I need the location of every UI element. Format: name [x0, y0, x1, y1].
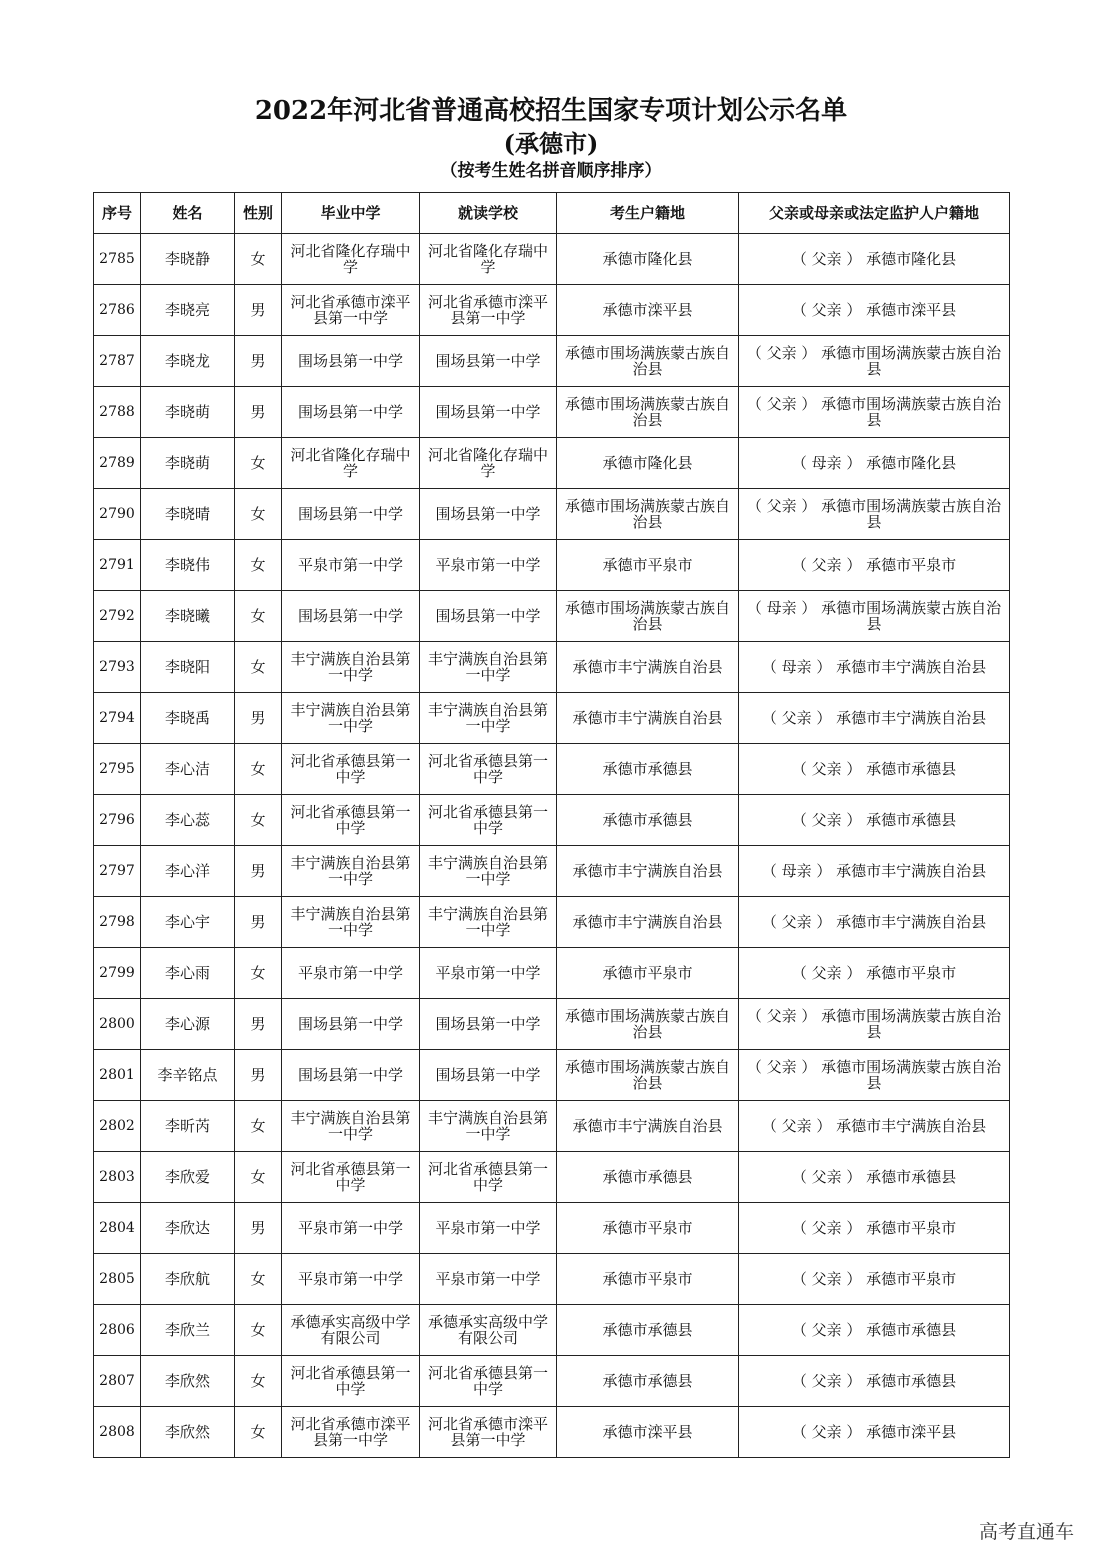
- cell-graduated-school: 河北省承德县第一中学: [282, 1356, 420, 1407]
- cell-current-school: 河北省承德县第一中学: [420, 1356, 557, 1407]
- cell-graduated-school: 平泉市第一中学: [282, 1203, 420, 1254]
- cell-name: 李晓萌: [141, 387, 235, 438]
- cell-seq: 2802: [94, 1101, 141, 1152]
- cell-household-registration: 承德市平泉市: [557, 540, 739, 591]
- cell-current-school: 河北省承德县第一中学: [420, 744, 557, 795]
- cell-household-registration: 承德市平泉市: [557, 1254, 739, 1305]
- cell-graduated-school: 承德承实高级中学有限公司: [282, 1305, 420, 1356]
- table-row: [94, 438, 1010, 489]
- table-body: [94, 234, 1010, 1458]
- cell-seq: 2785: [94, 234, 141, 285]
- cell-household-registration: 承德市承德县: [557, 1305, 739, 1356]
- cell-name: 李心源: [141, 999, 235, 1050]
- cell-current-school: 承德承实高级中学有限公司: [420, 1305, 557, 1356]
- cell-seq: 2803: [94, 1152, 141, 1203]
- cell-name: 李心雨: [141, 948, 235, 999]
- cell-graduated-school: 围场县第一中学: [282, 387, 420, 438]
- cell-gender: 女: [235, 1407, 282, 1458]
- cell-current-school: 围场县第一中学: [420, 387, 557, 438]
- cell-seq: 2793: [94, 642, 141, 693]
- document-subtitle: (承德市): [503, 129, 599, 158]
- cell-household-registration: 承德市承德县: [557, 744, 739, 795]
- cell-name: 李欣达: [141, 1203, 235, 1254]
- header-graduated-school: 毕业中学: [282, 193, 420, 234]
- cell-current-school: 河北省承德县第一中学: [420, 795, 557, 846]
- cell-seq: 2794: [94, 693, 141, 744]
- cell-graduated-school: 丰宁满族自治县第一中学: [282, 1101, 420, 1152]
- table-row: [94, 1407, 1010, 1458]
- cell-graduated-school: 平泉市第一中学: [282, 540, 420, 591]
- cell-name: 李晓静: [141, 234, 235, 285]
- table-row: [94, 336, 1010, 387]
- cell-seq: 2801: [94, 1050, 141, 1101]
- cell-current-school: 丰宁满族自治县第一中学: [420, 642, 557, 693]
- cell-guardian-registration: （ 父亲 ） 承德市滦平县: [739, 1407, 1010, 1458]
- cell-gender: 女: [235, 540, 282, 591]
- cell-name: 李心蕊: [141, 795, 235, 846]
- cell-gender: 男: [235, 999, 282, 1050]
- cell-graduated-school: 围场县第一中学: [282, 999, 420, 1050]
- cell-graduated-school: 围场县第一中学: [282, 489, 420, 540]
- cell-name: 李欣然: [141, 1356, 235, 1407]
- cell-name: 李心洁: [141, 744, 235, 795]
- cell-household-registration: 承德市滦平县: [557, 285, 739, 336]
- cell-household-registration: 承德市丰宁满族自治县: [557, 693, 739, 744]
- cell-guardian-registration: （ 父亲 ） 承德市滦平县: [739, 285, 1010, 336]
- cell-guardian-registration: （ 父亲 ） 承德市承德县: [739, 744, 1010, 795]
- cell-guardian-registration: （ 父亲 ） 承德市围场满族蒙古族自治县: [739, 489, 1010, 540]
- cell-guardian-registration: （ 父亲 ） 承德市围场满族蒙古族自治县: [739, 387, 1010, 438]
- cell-name: 李晓阳: [141, 642, 235, 693]
- cell-current-school: 围场县第一中学: [420, 591, 557, 642]
- cell-guardian-registration: （ 父亲 ） 承德市承德县: [739, 1305, 1010, 1356]
- table-row: [94, 1254, 1010, 1305]
- cell-household-registration: 承德市承德县: [557, 1356, 739, 1407]
- cell-graduated-school: 围场县第一中学: [282, 1050, 420, 1101]
- cell-household-registration: 承德市围场满族蒙古族自治县: [557, 1050, 739, 1101]
- header-name: 姓名: [141, 193, 235, 234]
- cell-graduated-school: 河北省承德市滦平县第一中学: [282, 1407, 420, 1458]
- cell-household-registration: 承德市围场满族蒙古族自治县: [557, 489, 739, 540]
- document-title: 2022年河北省普通高校招生国家专项计划公示名单: [254, 96, 848, 126]
- cell-gender: 女: [235, 1152, 282, 1203]
- cell-household-registration: 承德市平泉市: [557, 1203, 739, 1254]
- cell-household-registration: 承德市承德县: [557, 795, 739, 846]
- cell-graduated-school: 河北省承德县第一中学: [282, 795, 420, 846]
- cell-name: 李辛铭点: [141, 1050, 235, 1101]
- header-household-registration: 考生户籍地: [557, 193, 739, 234]
- cell-gender: 女: [235, 1305, 282, 1356]
- cell-household-registration: 承德市滦平县: [557, 1407, 739, 1458]
- cell-gender: 男: [235, 897, 282, 948]
- cell-household-registration: 承德市丰宁满族自治县: [557, 1101, 739, 1152]
- roster-table: [93, 192, 1010, 1458]
- cell-household-registration: 承德市丰宁满族自治县: [557, 642, 739, 693]
- cell-seq: 2788: [94, 387, 141, 438]
- cell-graduated-school: 围场县第一中学: [282, 336, 420, 387]
- cell-guardian-registration: （ 父亲 ） 承德市丰宁满族自治县: [739, 1101, 1010, 1152]
- cell-graduated-school: 河北省承德市滦平县第一中学: [282, 285, 420, 336]
- cell-graduated-school: 河北省承德县第一中学: [282, 1152, 420, 1203]
- cell-guardian-registration: （ 父亲 ） 承德市平泉市: [739, 948, 1010, 999]
- cell-seq: 2804: [94, 1203, 141, 1254]
- cell-guardian-registration: （ 父亲 ） 承德市围场满族蒙古族自治县: [739, 1050, 1010, 1101]
- cell-guardian-registration: （ 父亲 ） 承德市平泉市: [739, 1203, 1010, 1254]
- cell-gender: 女: [235, 948, 282, 999]
- table-row: [94, 1305, 1010, 1356]
- table-row: [94, 489, 1010, 540]
- cell-household-registration: 承德市围场满族蒙古族自治县: [557, 387, 739, 438]
- cell-gender: 女: [235, 1356, 282, 1407]
- cell-seq: 2806: [94, 1305, 141, 1356]
- cell-seq: 2807: [94, 1356, 141, 1407]
- cell-current-school: 河北省承德县第一中学: [420, 1152, 557, 1203]
- header-gender: 性别: [235, 193, 282, 234]
- cell-current-school: 围场县第一中学: [420, 1050, 557, 1101]
- cell-gender: 女: [235, 1254, 282, 1305]
- table-row: [94, 744, 1010, 795]
- cell-guardian-registration: （ 母亲 ） 承德市丰宁满族自治县: [739, 846, 1010, 897]
- cell-household-registration: 承德市隆化县: [557, 234, 739, 285]
- table-row: [94, 999, 1010, 1050]
- sort-note: （按考生姓名拼音顺序排序）: [440, 161, 662, 181]
- cell-household-registration: 承德市丰宁满族自治县: [557, 897, 739, 948]
- cell-household-registration: 承德市丰宁满族自治县: [557, 846, 739, 897]
- header-guardian-registration: 父亲或母亲或法定监护人户籍地: [739, 193, 1010, 234]
- cell-guardian-registration: （ 父亲 ） 承德市平泉市: [739, 540, 1010, 591]
- cell-gender: 女: [235, 642, 282, 693]
- header-seq: 序号: [94, 193, 141, 234]
- cell-name: 李昕芮: [141, 1101, 235, 1152]
- cell-guardian-registration: （ 父亲 ） 承德市围场满族蒙古族自治县: [739, 336, 1010, 387]
- cell-graduated-school: 平泉市第一中学: [282, 948, 420, 999]
- cell-seq: 2808: [94, 1407, 141, 1458]
- cell-graduated-school: 丰宁满族自治县第一中学: [282, 693, 420, 744]
- cell-household-registration: 承德市承德县: [557, 1152, 739, 1203]
- cell-name: 李晓亮: [141, 285, 235, 336]
- cell-current-school: 丰宁满族自治县第一中学: [420, 897, 557, 948]
- cell-seq: 2795: [94, 744, 141, 795]
- cell-graduated-school: 丰宁满族自治县第一中学: [282, 642, 420, 693]
- cell-household-registration: 承德市平泉市: [557, 948, 739, 999]
- cell-current-school: 平泉市第一中学: [420, 540, 557, 591]
- cell-gender: 男: [235, 387, 282, 438]
- cell-name: 李欣然: [141, 1407, 235, 1458]
- cell-guardian-registration: （ 父亲 ） 承德市承德县: [739, 795, 1010, 846]
- cell-gender: 男: [235, 1050, 282, 1101]
- cell-gender: 男: [235, 693, 282, 744]
- cell-name: 李欣航: [141, 1254, 235, 1305]
- cell-seq: 2805: [94, 1254, 141, 1305]
- table-row: [94, 897, 1010, 948]
- table-row: [94, 1101, 1010, 1152]
- cell-seq: 2792: [94, 591, 141, 642]
- cell-name: 李晓龙: [141, 336, 235, 387]
- cell-graduated-school: 河北省隆化存瑞中学: [282, 438, 420, 489]
- cell-graduated-school: 河北省承德县第一中学: [282, 744, 420, 795]
- table-row: [94, 591, 1010, 642]
- cell-graduated-school: 平泉市第一中学: [282, 1254, 420, 1305]
- cell-guardian-registration: （ 父亲 ） 承德市承德县: [739, 1356, 1010, 1407]
- table-row: [94, 795, 1010, 846]
- cell-name: 李欣爱: [141, 1152, 235, 1203]
- cell-gender: 女: [235, 795, 282, 846]
- cell-gender: 女: [235, 744, 282, 795]
- cell-seq: 2799: [94, 948, 141, 999]
- table-row: [94, 387, 1010, 438]
- cell-name: 李心宇: [141, 897, 235, 948]
- table-row: [94, 642, 1010, 693]
- cell-seq: 2790: [94, 489, 141, 540]
- cell-seq: 2797: [94, 846, 141, 897]
- cell-seq: 2800: [94, 999, 141, 1050]
- cell-current-school: 河北省隆化存瑞中学: [420, 234, 557, 285]
- table-header-row: [94, 193, 1010, 234]
- cell-current-school: 平泉市第一中学: [420, 948, 557, 999]
- cell-current-school: 丰宁满族自治县第一中学: [420, 1101, 557, 1152]
- cell-current-school: 平泉市第一中学: [420, 1203, 557, 1254]
- cell-seq: 2796: [94, 795, 141, 846]
- cell-gender: 女: [235, 1101, 282, 1152]
- table-row: [94, 846, 1010, 897]
- cell-gender: 女: [235, 489, 282, 540]
- cell-current-school: 丰宁满族自治县第一中学: [420, 846, 557, 897]
- cell-gender: 男: [235, 285, 282, 336]
- cell-graduated-school: 丰宁满族自治县第一中学: [282, 846, 420, 897]
- cell-current-school: 河北省隆化存瑞中学: [420, 438, 557, 489]
- table-row: [94, 1152, 1010, 1203]
- cell-gender: 女: [235, 438, 282, 489]
- cell-graduated-school: 河北省隆化存瑞中学: [282, 234, 420, 285]
- cell-household-registration: 承德市围场满族蒙古族自治县: [557, 336, 739, 387]
- cell-guardian-registration: （ 母亲 ） 承德市隆化县: [739, 438, 1010, 489]
- cell-guardian-registration: （ 母亲 ） 承德市围场满族蒙古族自治县: [739, 591, 1010, 642]
- table-row: [94, 540, 1010, 591]
- cell-gender: 男: [235, 1203, 282, 1254]
- cell-guardian-registration: （ 父亲 ） 承德市丰宁满族自治县: [739, 693, 1010, 744]
- cell-current-school: 围场县第一中学: [420, 336, 557, 387]
- cell-current-school: 河北省承德市滦平县第一中学: [420, 285, 557, 336]
- cell-guardian-registration: （ 父亲 ） 承德市隆化县: [739, 234, 1010, 285]
- table-row: [94, 1356, 1010, 1407]
- cell-name: 李心洋: [141, 846, 235, 897]
- cell-guardian-registration: （ 父亲 ） 承德市围场满族蒙古族自治县: [739, 999, 1010, 1050]
- cell-seq: 2798: [94, 897, 141, 948]
- cell-current-school: 围场县第一中学: [420, 999, 557, 1050]
- table-row: [94, 693, 1010, 744]
- cell-guardian-registration: （ 父亲 ） 承德市承德县: [739, 1152, 1010, 1203]
- cell-current-school: 河北省承德市滦平县第一中学: [420, 1407, 557, 1458]
- cell-gender: 女: [235, 591, 282, 642]
- cell-name: 李欣兰: [141, 1305, 235, 1356]
- cell-graduated-school: 丰宁满族自治县第一中学: [282, 897, 420, 948]
- cell-name: 李晓萌: [141, 438, 235, 489]
- cell-guardian-registration: （ 父亲 ） 承德市丰宁满族自治县: [739, 897, 1010, 948]
- header-current-school: 就读学校: [420, 193, 557, 234]
- table-row: [94, 234, 1010, 285]
- cell-gender: 男: [235, 846, 282, 897]
- cell-guardian-registration: （ 父亲 ） 承德市平泉市: [739, 1254, 1010, 1305]
- cell-household-registration: 承德市围场满族蒙古族自治县: [557, 999, 739, 1050]
- cell-graduated-school: 围场县第一中学: [282, 591, 420, 642]
- cell-name: 李晓曦: [141, 591, 235, 642]
- cell-seq: 2787: [94, 336, 141, 387]
- watermark-text: 高考直通车: [978, 1521, 1074, 1543]
- cell-name: 李晓伟: [141, 540, 235, 591]
- cell-guardian-registration: （ 母亲 ） 承德市丰宁满族自治县: [739, 642, 1010, 693]
- cell-gender: 男: [235, 336, 282, 387]
- table-row: [94, 1050, 1010, 1101]
- cell-seq: 2786: [94, 285, 141, 336]
- cell-name: 李晓晴: [141, 489, 235, 540]
- cell-household-registration: 承德市围场满族蒙古族自治县: [557, 591, 739, 642]
- table-row: [94, 1203, 1010, 1254]
- cell-gender: 女: [235, 234, 282, 285]
- cell-current-school: 丰宁满族自治县第一中学: [420, 693, 557, 744]
- cell-seq: 2791: [94, 540, 141, 591]
- cell-current-school: 围场县第一中学: [420, 489, 557, 540]
- table-row: [94, 948, 1010, 999]
- cell-name: 李晓禹: [141, 693, 235, 744]
- table-row: [94, 285, 1010, 336]
- cell-household-registration: 承德市隆化县: [557, 438, 739, 489]
- cell-seq: 2789: [94, 438, 141, 489]
- cell-current-school: 平泉市第一中学: [420, 1254, 557, 1305]
